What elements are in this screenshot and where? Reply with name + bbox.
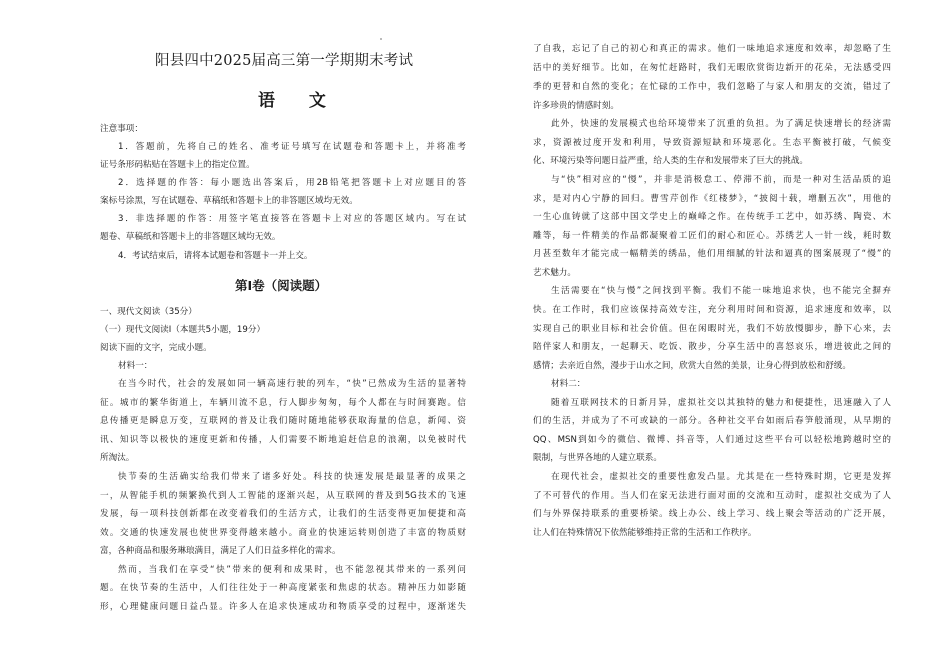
cont-line4: 许多珍贵的情感时刻。 [533,101,619,111]
section-heading: 一、现代文阅读（35分） [100,307,197,317]
notes-label: 注意事项： [100,124,143,134]
para6-line3: 实现自己的职业目标和社会价值。但在闲暇时光，我们不妨放慢脚步，静下心来，去 [533,324,891,334]
para1-line3: 息传播更是瞬息万变，互联网的普及让我们随时随地能够获取海量的信息，新闻、资 [100,416,466,426]
para1-line1: 在当今时代，社会的发展如同一辆高速行驶的列车，“快”已然成为生活的显著特 [118,379,466,389]
note-2-line-2: 案标号涂黑，写在试题卷、草稿纸和答题卡上的非答题区域均无效。 [100,196,358,206]
para7-line2: 们的生活，并成为了不可或缺的一部分。各种社交平台如雨后春笋般涌现，从早期的 [533,416,891,426]
para3-line2: 题。在快节奏的生活中，人们往往处于一种高度紧张和焦虑的状态。精神压力如影随 [100,583,466,593]
cont-line1: 了自我，忘记了自己的初心和真正的需求。他们一味地追求速度和效率，却忽略了生 [533,44,891,54]
para6-line5: 感情；去亲近自然，漫步于山水之间，欣赏大自然的美景，让身心得到放松和舒缓。 [533,361,851,371]
note-3-line-1: 3．非选择题的作答：用签字笔直接答在答题卡上对应的答题区域内。写在试 [118,214,466,224]
para5-line5: 月甚至数年才能完成一幅精美的绣品，他们用细腻的针法和逼真的图案展现了“慢”的 [533,249,891,259]
para2-line1: 快节奏的生活确实给我们带来了诸多好处。科技的快速发展是最显著的成果之 [118,472,466,482]
para4-line2: 求，资源被过度开发和利用，导致资源短缺和环境恶化。生态平衡被打破，气候变 [533,138,891,148]
para8-line3: 们与外界保持联系的重要桥梁。线上办公、线上学习、线上聚会等活动的广泛开展， [533,509,891,519]
para2-line2: 一，从智能手机的频繁换代到人工智能的逐渐兴起，从互联网的普及到5G技术的飞速 [100,491,466,501]
note-3-line-2: 题卷、草稿纸和答题卡上的非答题区域均无效。 [100,232,281,242]
para3-line3: 形，心理健康问题日益凸显。许多人在追求快速成功和物质享受的过程中，逐渐迷失 [100,602,466,612]
para8-line4: 让人们在特殊情况下依然能够维持正常的生活和工作秩序。 [533,528,757,538]
para4-line1: 此外，快速的发展模式也给环境带来了沉重的负担。为了满足快速增长的经济需 [551,119,891,129]
para3-line1: 然而，当我们在享受“快”带来的便利和成果时，也不能忽视其带来的一系列问 [118,565,466,575]
para4-line3: 化、环境污染等问题日益严重，给人类的生存和发展带来了巨大的挑战。 [533,156,809,166]
cont-line2: 活中的美好细节。比如，在匆忙赶路时，我们无暇欣赏街边新开的花朵，无法感受四 [533,63,891,73]
para5-line6: 艺术魅力。 [533,268,576,278]
cont-line3: 季的更替和自然的变化；在忙碌的工作中，我们忽略了与家人和朋友的交流，错过了 [533,82,891,92]
material-2-label: 材料二： [551,379,586,389]
para5-line2: 求，是对内心宁静的回归。曹雪芹创作《红楼梦》，“披阅十载，增删五次”，用他的 [533,194,891,204]
scan-dot [380,38,382,40]
para2-line3: 发展，每一项科技创新都在改变着我们的生活方式，让我们的生活变得更加便捷和高 [100,509,466,519]
section-subheading: （一）现代文阅读Ⅰ（本题共5小题，19分） [100,325,266,335]
para2-line4: 效。交通的快速发展也使世界变得越来越小。商业的快速运转则创造了丰富的物质财 [100,528,466,538]
para1-line4: 讯、知识等以极快的速度更新和传播，人们需要不断地追赶信息的浪潮，以免被时代 [100,435,466,445]
note-1-line-1: 1．答题前，先将自己的姓名、准考证号填写在试题卷和答题卡上，并将准考 [118,142,466,152]
para6-line2: 快。在工作时，我们应该保持高效专注，充分利用时间和资源，追求速度和效率，以 [533,305,891,315]
para1-line2: 征。城市的繁华街道上，车辆川流不息，行人脚步匆匆，每个人都在与时间赛跑。信 [100,398,466,408]
para6-line1: 生活需要在“快与慢”之间找到平衡。我们不能一味地追求快，也不能完全摒弃 [551,286,891,296]
note-1-line-2: 证号条形码粘贴在答题卡上的指定位置。 [100,160,255,170]
note-4: 4．考试结束后，请将本试题卷和答题卡一并上交。 [118,251,313,261]
part-1-title: 第Ⅰ卷（阅读题） [235,278,328,293]
subject-title: 语 文 [258,91,340,111]
para8-line2: 了不可替代的作用。当人们在家无法进行面对面的交流和互动时，虚拟社交成为了人 [533,491,891,501]
para1-line5: 所淘汰。 [100,453,135,463]
para5-line4: 雕等，每一件精美的作品都凝聚着工匠们的耐心和匠心。苏绣艺人一针一线，耗时数 [533,231,891,241]
para6-line4: 陪伴家人和朋友，一起聊天、吃饭、散步，分享生活中的喜怒哀乐，增进彼此之间的 [533,342,891,352]
para2-line5: 富，各种商品和服务琳琅满目，满足了人们日益多样化的需求。 [100,546,341,556]
para7-line4: 限制，与世界各地的人建立联系。 [533,453,662,463]
para8-line1: 在现代社会，虚拟社交的重要性愈发凸显。尤其是在一些特殊时期，它更是发挥 [551,472,891,482]
para7-line1: 随着互联网技术的日新月异，虚拟社交以其独特的魅力和便捷性，迅速融入了人 [551,398,891,408]
material-1-label: 材料一： [118,361,153,371]
para7-line3: QQ、MSN到如今的微信、微博、抖音等，人们通过这些平台可以轻松地跨越时空的 [533,435,891,445]
section-instruction: 阅读下面的文字，完成小题。 [100,343,212,353]
para5-line3: 一生心血铸就了这部中国文学史上的巅峰之作。在传统手工艺中，如苏绣、陶瓷、木 [533,212,891,222]
para5-line1: 与“快”相对应的“慢”，并非是消极怠工、停滞不前，而是一种对生活品质的追 [551,175,891,185]
exam-title: 阳县四中2025届高三第一学期期末考试 [155,53,414,69]
note-2-line-1: 2．选择题的作答：每小题选出答案后，用2B铅笔把答题卡上对应题目的答 [118,178,466,188]
